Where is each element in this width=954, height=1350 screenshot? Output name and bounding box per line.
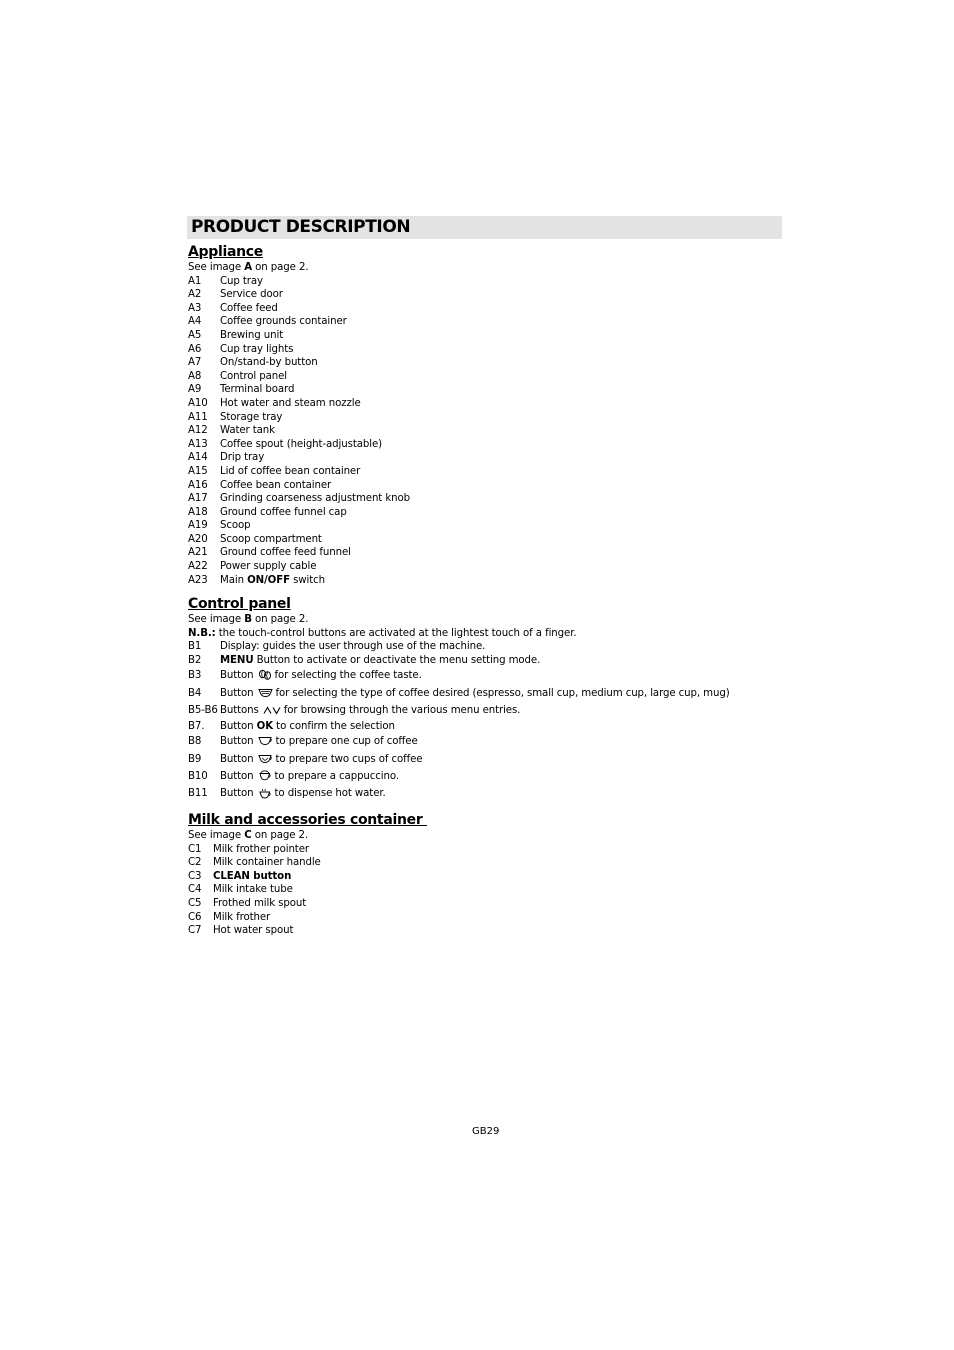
list-item — [188, 506, 782, 520]
item-label: Power supply cable — [220, 561, 317, 573]
list-item — [188, 546, 782, 560]
up-down-arrows-icon — [263, 706, 281, 715]
list-item — [188, 702, 782, 719]
list-item — [188, 560, 782, 574]
item-label: Service door — [220, 289, 283, 301]
appliance-list — [188, 275, 782, 574]
item-code: A9 — [188, 384, 202, 396]
list-item — [188, 574, 782, 588]
item-code: A6 — [188, 343, 202, 355]
item-label: Hot water and steam nozzle — [220, 397, 361, 409]
touch-note: N.B.: the touch-control buttons are activated at the lightest touch of a finger. — [188, 627, 577, 639]
control-panel-intro: See image B on page 2. — [188, 614, 309, 625]
item-code: A17 — [188, 493, 208, 505]
appliance-section — [188, 243, 782, 587]
item-label: Terminal board — [220, 384, 295, 396]
item-code: A3 — [188, 302, 202, 314]
item-code: A5 — [188, 329, 202, 341]
item-code: A15 — [188, 465, 208, 477]
list-item — [188, 424, 782, 438]
item-label: CLEAN button — [213, 870, 292, 882]
list-item — [188, 733, 782, 750]
coffee-beans-icon — [258, 669, 272, 681]
item-label: Button OK to confirm the selection — [220, 720, 395, 732]
item-label: Cup tray lights — [220, 343, 294, 355]
list-item — [188, 883, 782, 897]
list-item — [188, 720, 782, 734]
item-code: B5-B6 — [188, 705, 218, 717]
list-item — [188, 370, 782, 384]
item-label: Display: guides the user through use of the machine. — [220, 641, 486, 653]
cappuccino-icon — [258, 770, 272, 781]
milk-container-heading: Milk and accessories container — [188, 812, 428, 828]
item-code: C2 — [188, 857, 202, 869]
item-label: Water tank — [220, 425, 275, 437]
item-label: Button to prepare two cups of coffee — [220, 753, 423, 765]
list-item — [188, 911, 782, 925]
item-label: Button to prepare one cup of coffee — [220, 736, 418, 748]
item-label: Scoop compartment — [220, 533, 322, 545]
item-code: B3 — [188, 670, 202, 682]
item-code: A14 — [188, 452, 208, 464]
cup-size-icon — [258, 688, 273, 698]
item-label: Button for selecting the coffee taste. — [220, 670, 422, 682]
list-item — [188, 411, 782, 425]
item-code: A19 — [188, 520, 208, 532]
list-item — [188, 924, 782, 938]
item-code: A23 — [188, 574, 208, 586]
item-label: Storage tray — [220, 411, 283, 423]
list-item — [188, 519, 782, 533]
item-label: Scoop — [220, 520, 251, 532]
list-item — [188, 356, 782, 370]
item-label: Control panel — [220, 370, 288, 382]
item-code: C1 — [188, 843, 202, 855]
item-code: A12 — [188, 425, 208, 437]
item-code: B10 — [188, 770, 208, 782]
item-code: C5 — [188, 897, 202, 909]
list-item — [188, 768, 782, 785]
item-label: Frothed milk spout — [213, 897, 307, 909]
list-item — [188, 302, 782, 316]
section-header-band — [187, 216, 782, 239]
item-label: Button to prepare a cappuccino. — [220, 770, 399, 782]
list-item — [188, 533, 782, 547]
list-item — [188, 479, 782, 493]
item-code: A22 — [188, 561, 208, 573]
appliance-intro: See image A on page 2. — [188, 262, 309, 273]
list-item — [188, 438, 782, 452]
item-label: Milk frother — [213, 911, 271, 923]
list-item — [188, 315, 782, 329]
milk-intro: See image C on page 2. — [188, 830, 309, 841]
list-item — [188, 897, 782, 911]
control-panel-section — [188, 595, 782, 803]
two-cups-icon — [258, 754, 273, 764]
item-code: C3 — [188, 870, 202, 882]
list-item — [188, 275, 782, 289]
list-item — [188, 492, 782, 506]
item-label: Coffee grounds container — [220, 316, 347, 328]
item-code: B4 — [188, 687, 202, 699]
hot-water-icon — [258, 788, 272, 799]
item-label: Cup tray — [220, 275, 263, 287]
item-label: Milk container handle — [213, 857, 321, 869]
item-label: Buttons for browsing through the various menu entries. — [220, 705, 521, 717]
milk-container-section — [188, 811, 782, 938]
list-item — [188, 667, 782, 684]
list-item — [188, 383, 782, 397]
item-code: C7 — [188, 925, 202, 937]
item-label: Button for selecting the type of coffee desired (espresso, small cup, medium cup, large cup, mug) — [220, 687, 730, 699]
item-label: Milk frother pointer — [213, 843, 309, 855]
control-panel-heading: Control panel — [188, 596, 291, 612]
item-label: On/stand-by button — [220, 357, 318, 369]
list-item — [188, 451, 782, 465]
item-code: A21 — [188, 547, 208, 559]
list-item — [188, 654, 782, 668]
list-item — [188, 785, 782, 802]
item-code: A7 — [188, 357, 202, 369]
item-code: A13 — [188, 438, 208, 450]
item-label: Brewing unit — [220, 329, 284, 341]
item-label: Lid of coffee bean container — [220, 465, 361, 477]
item-label: Drip tray — [220, 452, 265, 464]
item-label: Milk intake tube — [213, 884, 293, 896]
item-code: C6 — [188, 911, 202, 923]
list-item — [188, 465, 782, 479]
item-label: Coffee bean container — [220, 479, 332, 491]
list-item — [188, 843, 782, 857]
one-cup-icon — [258, 736, 273, 746]
page-number: GB29 — [472, 1126, 500, 1137]
list-item — [188, 397, 782, 411]
list-item — [188, 640, 782, 654]
item-code: A11 — [188, 411, 208, 423]
page-title: PRODUCT DESCRIPTION — [191, 217, 411, 237]
item-code: B7. — [188, 720, 205, 732]
item-label: Coffee spout (height-adjustable) — [220, 438, 382, 450]
item-label: Coffee feed — [220, 302, 278, 314]
item-code: A2 — [188, 289, 202, 301]
appliance-heading: Appliance — [188, 244, 263, 260]
item-code: B8 — [188, 736, 202, 748]
item-code: A18 — [188, 506, 208, 518]
item-code: A16 — [188, 479, 208, 491]
list-item — [188, 751, 782, 768]
item-code: A4 — [188, 316, 202, 328]
item-code: B2 — [188, 654, 202, 666]
item-code: A20 — [188, 533, 208, 545]
item-label: Ground coffee feed funnel — [220, 547, 351, 559]
item-label: MENU Button to activate or deactivate the menu setting mode. — [220, 654, 541, 666]
item-code: B1 — [188, 641, 202, 653]
item-code: B11 — [188, 788, 208, 800]
item-label: Ground coffee funnel cap — [220, 506, 347, 518]
list-item — [188, 288, 782, 302]
item-label: Main ON/OFF switch — [220, 574, 326, 586]
item-label: Hot water spout — [213, 925, 294, 937]
item-label: Grinding coarseness adjustment knob — [220, 493, 410, 505]
list-item — [188, 329, 782, 343]
item-label: Button to dispense hot water. — [220, 788, 386, 800]
list-item — [188, 343, 782, 357]
item-code: A10 — [188, 397, 208, 409]
item-code: C4 — [188, 884, 202, 896]
list-item — [188, 870, 782, 884]
item-code: A1 — [188, 275, 202, 287]
list-item — [188, 685, 782, 702]
item-code: A8 — [188, 370, 202, 382]
item-code: B9 — [188, 753, 202, 765]
list-item — [188, 856, 782, 870]
